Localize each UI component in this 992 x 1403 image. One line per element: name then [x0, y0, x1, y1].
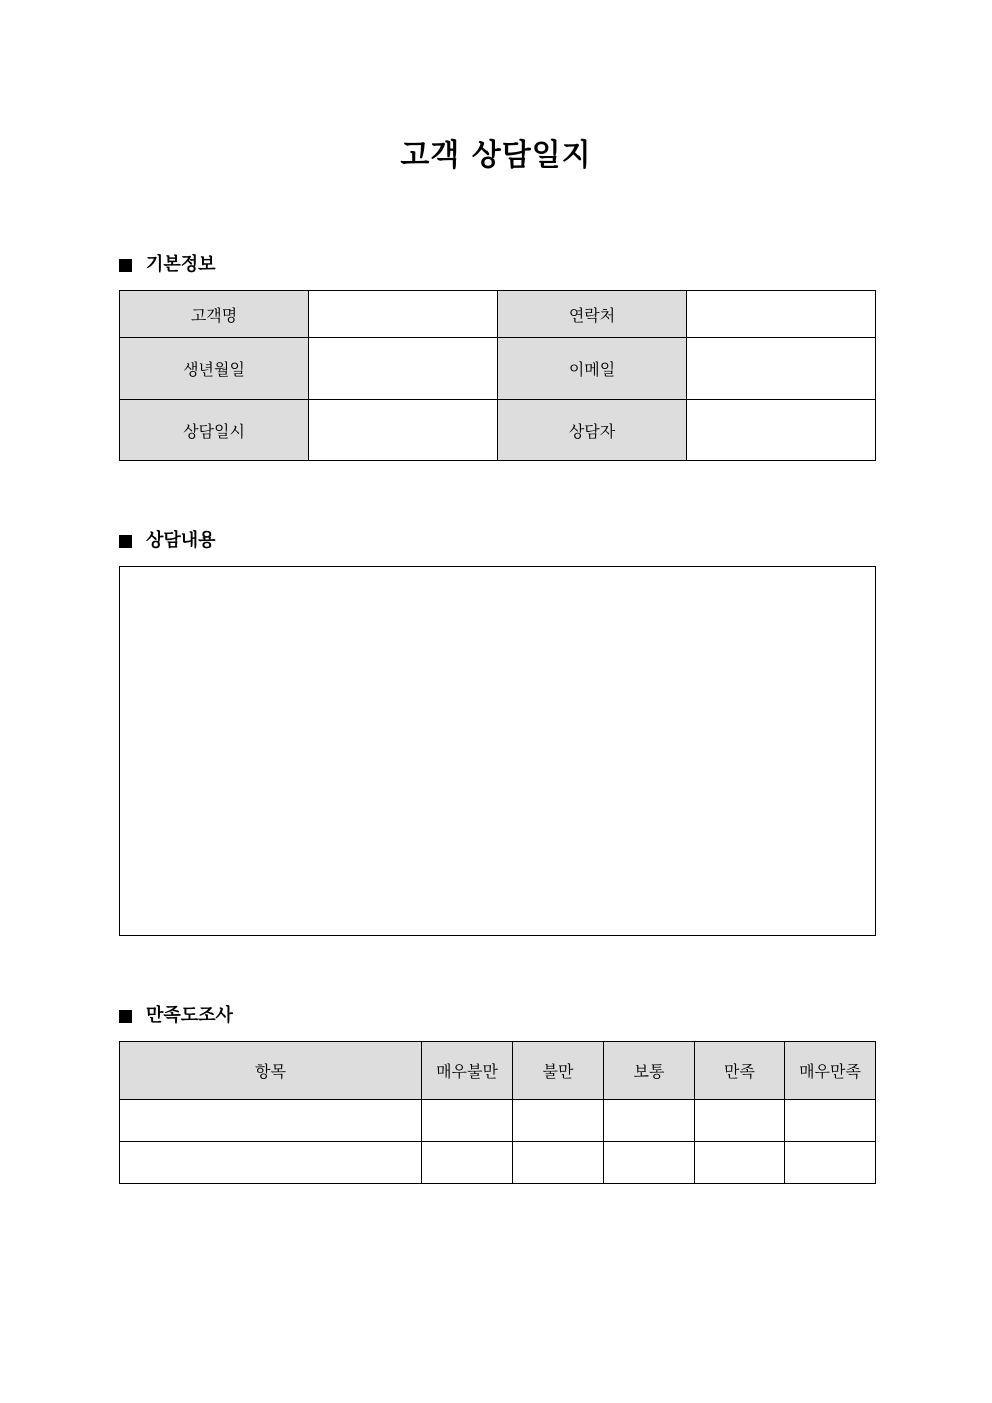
table-row: [120, 338, 876, 400]
rating-cell[interactable]: [695, 1142, 785, 1184]
section-heading-satisfaction: [119, 1004, 233, 1028]
contact-field[interactable]: [687, 291, 876, 338]
rating-cell[interactable]: [422, 1100, 513, 1142]
birthdate-field[interactable]: [309, 338, 498, 400]
section-heading-consultation: [119, 529, 216, 553]
rating-cell[interactable]: [513, 1100, 604, 1142]
rating-cell[interactable]: [513, 1142, 604, 1184]
column-header-item: 항목: [120, 1042, 422, 1100]
column-header-very-dissatisfied: 매우불만: [422, 1042, 513, 1100]
table-row: [120, 1142, 876, 1184]
survey-item-cell[interactable]: [120, 1100, 422, 1142]
section-heading-label: 기본정보: [146, 254, 216, 275]
counselor-field[interactable]: [687, 400, 876, 461]
rating-cell[interactable]: [785, 1100, 876, 1142]
table-row: [120, 400, 876, 461]
consultation-datetime-field[interactable]: [309, 400, 498, 461]
rating-cell[interactable]: [785, 1142, 876, 1184]
table-row: [120, 291, 876, 338]
square-bullet-icon: [119, 535, 132, 548]
column-header-very-satisfied: 매우만족: [785, 1042, 876, 1100]
email-field[interactable]: [687, 338, 876, 400]
column-header-dissatisfied: 불만: [513, 1042, 604, 1100]
section-heading-label: 상담내용: [146, 530, 216, 551]
column-header-neutral: 보통: [604, 1042, 695, 1100]
table-row: [120, 1100, 876, 1142]
field-label-counselor: 상담자: [498, 400, 687, 461]
field-label-contact: 연락처: [498, 291, 687, 338]
field-label-customer-name: 고객명: [120, 291, 309, 338]
field-label-email: 이메일: [498, 338, 687, 400]
section-heading-label: 만족도조사: [146, 1005, 233, 1026]
consultation-content-field[interactable]: [119, 566, 876, 936]
column-header-satisfied: 만족: [695, 1042, 785, 1100]
rating-cell[interactable]: [604, 1100, 695, 1142]
table-header-row: [120, 1042, 876, 1100]
basic-info-table: [119, 290, 876, 461]
rating-cell[interactable]: [422, 1142, 513, 1184]
rating-cell[interactable]: [604, 1142, 695, 1184]
customer-name-field[interactable]: [309, 291, 498, 338]
survey-item-cell[interactable]: [120, 1142, 422, 1184]
field-label-consultation-datetime: 상담일시: [120, 400, 309, 461]
page-title: 고객 상담일지: [400, 138, 592, 173]
square-bullet-icon: [119, 1010, 132, 1023]
section-heading-basic-info: [119, 253, 216, 277]
square-bullet-icon: [119, 259, 132, 272]
field-label-birthdate: 생년월일: [120, 338, 309, 400]
satisfaction-table: [119, 1041, 876, 1184]
rating-cell[interactable]: [695, 1100, 785, 1142]
